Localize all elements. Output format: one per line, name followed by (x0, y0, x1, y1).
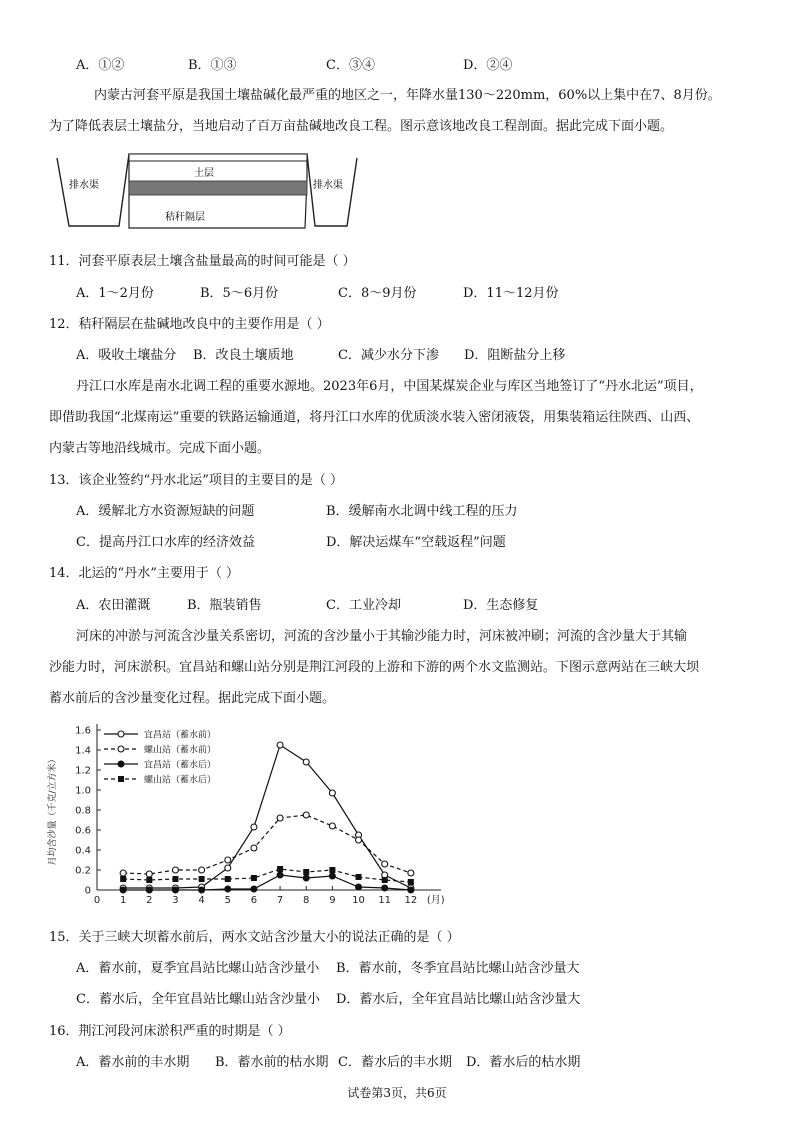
data-point (146, 871, 152, 877)
data-point (303, 875, 309, 881)
x-tick-label: 10 (352, 895, 365, 906)
data-point (225, 886, 231, 892)
q10-option-a: A．①② (76, 58, 125, 73)
q11-option-c: C．8～9月份 (338, 286, 417, 301)
q11-stem: 11．河套平原表层土壤含盐量最高的时间可能是（ ） (49, 254, 356, 269)
q10-option-b: B．①③ (188, 58, 237, 73)
data-point (118, 776, 124, 782)
legend-label: 宜昌站（蓄水后） (144, 760, 217, 771)
data-point (356, 884, 362, 890)
y-tick-label: 1.0 (75, 785, 91, 797)
y-tick-label: 1.4 (75, 745, 91, 757)
data-point (408, 887, 414, 893)
y-tick-label: 0.2 (75, 865, 91, 877)
data-point (225, 865, 231, 871)
data-point (303, 869, 309, 875)
right-channel-label: 排水渠 (313, 180, 343, 191)
data-point (146, 877, 152, 883)
x-tick-label: 2 (146, 895, 153, 906)
q16-option-c: C．蓄水后的丰水期 (338, 1055, 452, 1070)
data-point (277, 815, 283, 821)
q12-option-b: B．改良土壤质地 (193, 348, 294, 363)
q12-option-a: A．吸收土壤盐分 (76, 348, 177, 363)
q15-option-b: B．蓄水前，冬季宜昌站比螺山站含沙量大 (336, 961, 580, 976)
q14-option-d: D．生态修复 (463, 598, 539, 613)
series-2 (120, 812, 414, 877)
legend-label: 宜昌站（蓄水前） (144, 730, 217, 741)
data-point (225, 876, 231, 882)
soil-layer-label: 土层 (194, 168, 214, 179)
passage1-line1: 内蒙古河套平原是我国土壤盐碱化最严重的地区之一，年降水量130～220mm，60%以上集中在7、8月份。 (94, 88, 721, 103)
data-point (225, 857, 231, 863)
x-tick-label: 9 (329, 895, 336, 906)
data-point (172, 876, 178, 882)
data-point (277, 866, 283, 872)
data-point (356, 837, 362, 843)
data-point (199, 876, 205, 882)
data-point (303, 812, 309, 818)
series-line (123, 815, 411, 874)
sediment-line-chart (42, 716, 445, 908)
q11-option-d: D．11～12月份 (463, 286, 559, 301)
q13-stem: 13．该企业签约“丹水北运”项目的主要目的是（ ） (49, 473, 343, 488)
data-point (120, 887, 126, 893)
q16-option-b: B．蓄水前的枯水期 (215, 1055, 329, 1070)
y-tick-label: 1.6 (75, 725, 91, 737)
q13-option-c: C．提高丹江口水库的经济效益 (76, 535, 255, 550)
y-tick-label: 0 (84, 885, 91, 897)
q15-stem: 15．关于三峡大坝蓄水前后，两水文站含沙量大小的说法正确的是（ ） (49, 930, 460, 945)
y-axis-label: 月均含沙量（千克/立方米） (48, 754, 58, 866)
y-tick-label: 1.2 (75, 765, 91, 777)
passage3-line3: 蓄水前后的含沙量变化过程。据此完成下面小题。 (49, 691, 336, 706)
x-tick-label: 6 (250, 895, 258, 906)
passage2-line1: 丹江口水库是南水北调工程的重要水源地。2023年6月，中国某煤炭企业与库区当地签订了“丹水北运”项目， (76, 379, 703, 394)
data-point (199, 887, 205, 893)
q13-option-d: D．解决运煤车“空载返程”问题 (326, 535, 506, 550)
legend-label: 螺山站（蓄水后） (144, 775, 217, 786)
passage1-line2: 为了降低表层土壤盐分，当地启动了百万亩盐碱地改良工程。图示意该地改良工程剖面。据此完成下面小题。 (49, 119, 674, 134)
data-point (329, 823, 335, 829)
data-point (199, 867, 205, 873)
q14-option-c: C．工业冷却 (326, 598, 401, 613)
q12-option-d: D．阻断盐分上移 (464, 348, 566, 363)
q11-option-b: B．5～6月份 (200, 286, 279, 301)
soil-profile-diagram (55, 148, 360, 230)
straw-layer-label: 秸秆隔层 (165, 212, 205, 223)
data-point (251, 845, 257, 851)
data-point (329, 867, 335, 873)
q12-option-c: C．减少水分下渗 (338, 348, 439, 363)
data-point (329, 873, 335, 879)
q15-option-d: D．蓄水后，全年宜昌站比螺山站含沙量大 (336, 992, 581, 1007)
q15-option-a: A．蓄水前，夏季宜昌站比螺山站含沙量小 (76, 961, 320, 976)
q10-option-c: C．③④ (326, 58, 375, 73)
data-point (382, 877, 388, 883)
q16-stem: 16．荆江河段河床淤积严重的时期是（ ） (49, 1024, 291, 1039)
data-point (277, 742, 283, 748)
q13-option-a: A．缓解北方水资源短缺的问题 (76, 504, 255, 519)
passage2-line2: 即借助我国“北煤南运”重要的铁路运输通道，将丹江口水库的优质淡水装入密闭液袋，用集装箱运往陕西、山西、 (49, 410, 700, 425)
y-tick-label: 0.8 (75, 805, 91, 817)
q14-option-a: A．农田灌溉 (76, 598, 151, 613)
passage3-line2: 沙能力时，河床淤积。宜昌站和螺山站分别是荆江河段的上游和下游的两个水文监测站。下图示意两站在三峡大坝 (49, 660, 700, 675)
data-point (172, 887, 178, 893)
data-point (118, 761, 124, 767)
q16-option-a: A．蓄水前的丰水期 (76, 1055, 190, 1070)
x-tick-label: 1 (119, 895, 127, 906)
data-point (408, 879, 414, 885)
chart-legend (104, 729, 216, 786)
data-point (120, 876, 126, 882)
straw-layer-band (129, 181, 307, 195)
legend-label: 螺山站（蓄水前） (144, 745, 217, 756)
q14-option-b: B．瓶装销售 (187, 598, 262, 613)
data-point (172, 867, 178, 873)
q11-option-a: A．1～2月份 (76, 286, 154, 301)
x-axis-label: (月) (426, 895, 445, 906)
passage2-line3: 内蒙古等地沿线城市。完成下面小题。 (49, 441, 271, 456)
x-tick-label: 4 (198, 895, 205, 906)
data-point (251, 824, 257, 830)
q13-option-b: B．缓解南水北调中线工程的压力 (326, 504, 518, 519)
data-point (382, 861, 388, 867)
data-point (118, 731, 124, 737)
q12-stem: 12．秸秆隔层在盐碱地改良中的主要作用是（ ） (49, 317, 330, 332)
data-point (251, 886, 257, 892)
data-point (408, 870, 414, 876)
x-tick-label: 3 (172, 895, 179, 906)
q16-option-d: D．蓄水后的枯水期 (466, 1055, 581, 1070)
q15-option-c: C．蓄水后，全年宜昌站比螺山站含沙量小 (76, 992, 320, 1007)
soil-block (129, 154, 307, 228)
data-point (329, 790, 335, 796)
data-point (277, 872, 283, 878)
x-tick-label: 11 (378, 895, 392, 906)
data-point (120, 870, 126, 876)
left-channel-label: 排水渠 (69, 180, 99, 191)
x-tick-label: 8 (303, 895, 310, 906)
data-point (251, 875, 257, 881)
x-tick-label: 0 (93, 895, 101, 906)
data-point (382, 885, 388, 891)
passage3-line1: 河床的冲淤与河流含沙量关系密切，河流的含沙量小于其输沙能力时，河床被冲刷；河流的含沙量大于其输 (76, 629, 688, 644)
q14-stem: 14．北运的“丹水”主要用于（ ） (49, 566, 239, 581)
x-tick-label: 5 (224, 895, 231, 906)
x-tick-label: 7 (276, 895, 284, 906)
y-tick-label: 0.4 (75, 845, 91, 857)
x-tick-label: 12 (404, 895, 418, 906)
data-point (146, 887, 152, 893)
page-footer: 试卷第3页，共6页 (347, 1086, 447, 1100)
y-tick-label: 0.6 (75, 825, 91, 837)
data-point (118, 746, 124, 752)
q10-option-d: D．②④ (463, 58, 513, 73)
data-point (356, 874, 362, 880)
data-point (303, 759, 309, 765)
